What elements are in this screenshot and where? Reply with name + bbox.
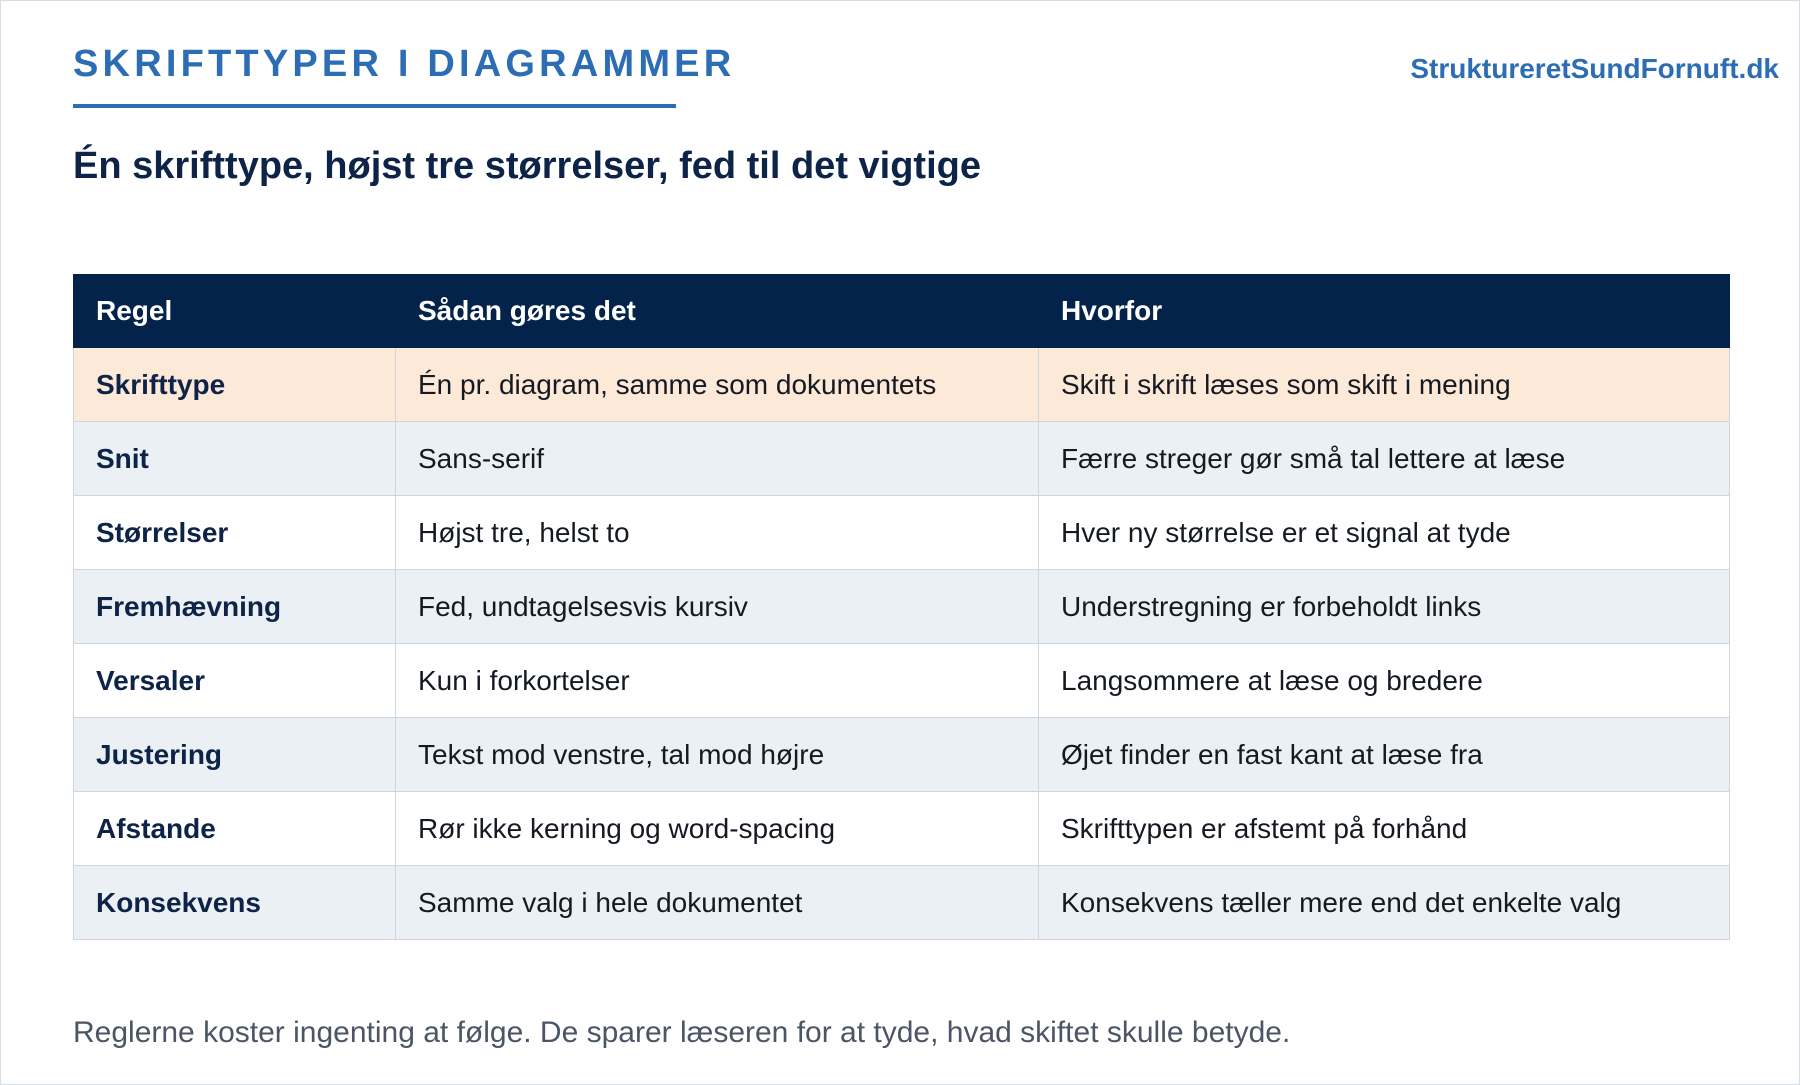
how-cell: Samme valg i hele dokumentet <box>396 866 1039 940</box>
how-cell: Rør ikke kerning og word-spacing <box>396 792 1039 866</box>
table-row <box>74 496 1730 570</box>
column-header-hvorfor: Hvorfor <box>1039 275 1730 348</box>
table-row <box>74 422 1730 496</box>
rule-name-cell: Snit <box>74 422 396 496</box>
rule-name-cell: Afstande <box>74 792 396 866</box>
table-row <box>74 866 1730 940</box>
why-cell: Konsekvens tæller mere end det enkelte valg <box>1039 866 1730 940</box>
table-row <box>74 644 1730 718</box>
page-title: Én skrifttype, højst tre størrelser, fed til det vigtige <box>73 145 981 187</box>
how-cell: Kun i forkortelser <box>396 644 1039 718</box>
why-cell: Understregning er forbeholdt links <box>1039 570 1730 644</box>
table-row <box>74 570 1730 644</box>
rule-name-cell: Justering <box>74 718 396 792</box>
rules-table <box>73 274 1730 940</box>
footnote: Reglerne koster ingenting at følge. De sparer læseren for at tyde, hvad skiftet skulle betyde. <box>73 1016 1291 1049</box>
column-header-regel: Regel <box>74 275 396 348</box>
rule-name-cell: Størrelser <box>74 496 396 570</box>
why-cell: Skift i skrift læses som skift i mening <box>1039 348 1730 422</box>
how-cell: Tekst mod venstre, tal mod højre <box>396 718 1039 792</box>
brand-link[interactable]: StruktureretSundFornuft.dk <box>1410 53 1779 84</box>
table-header-row <box>74 275 1730 348</box>
why-cell: Hver ny størrelse er et signal at tyde <box>1039 496 1730 570</box>
why-cell: Langsommere at læse og bredere <box>1039 644 1730 718</box>
why-cell: Skrifttypen er afstemt på forhånd <box>1039 792 1730 866</box>
table-row <box>74 792 1730 866</box>
why-cell: Øjet finder en fast kant at læse fra <box>1039 718 1730 792</box>
how-cell: Fed, undtagelsesvis kursiv <box>396 570 1039 644</box>
section-label: SKRIFTTYPER I DIAGRAMMER <box>73 43 736 85</box>
rule-name-cell: Fremhævning <box>74 570 396 644</box>
rules-table-container <box>73 274 1729 940</box>
why-cell: Færre streger gør små tal lettere at læse <box>1039 422 1730 496</box>
table-row <box>74 348 1730 422</box>
rule-name-cell: Versaler <box>74 644 396 718</box>
rule-name-cell: Skrifttype <box>74 348 396 422</box>
section-underline <box>73 104 676 108</box>
column-header-saadan: Sådan gøres det <box>396 275 1039 348</box>
how-cell: Højst tre, helst to <box>396 496 1039 570</box>
table-row <box>74 718 1730 792</box>
rule-name-cell: Konsekvens <box>74 866 396 940</box>
how-cell: Sans-serif <box>396 422 1039 496</box>
how-cell: Én pr. diagram, samme som dokumentets <box>396 348 1039 422</box>
